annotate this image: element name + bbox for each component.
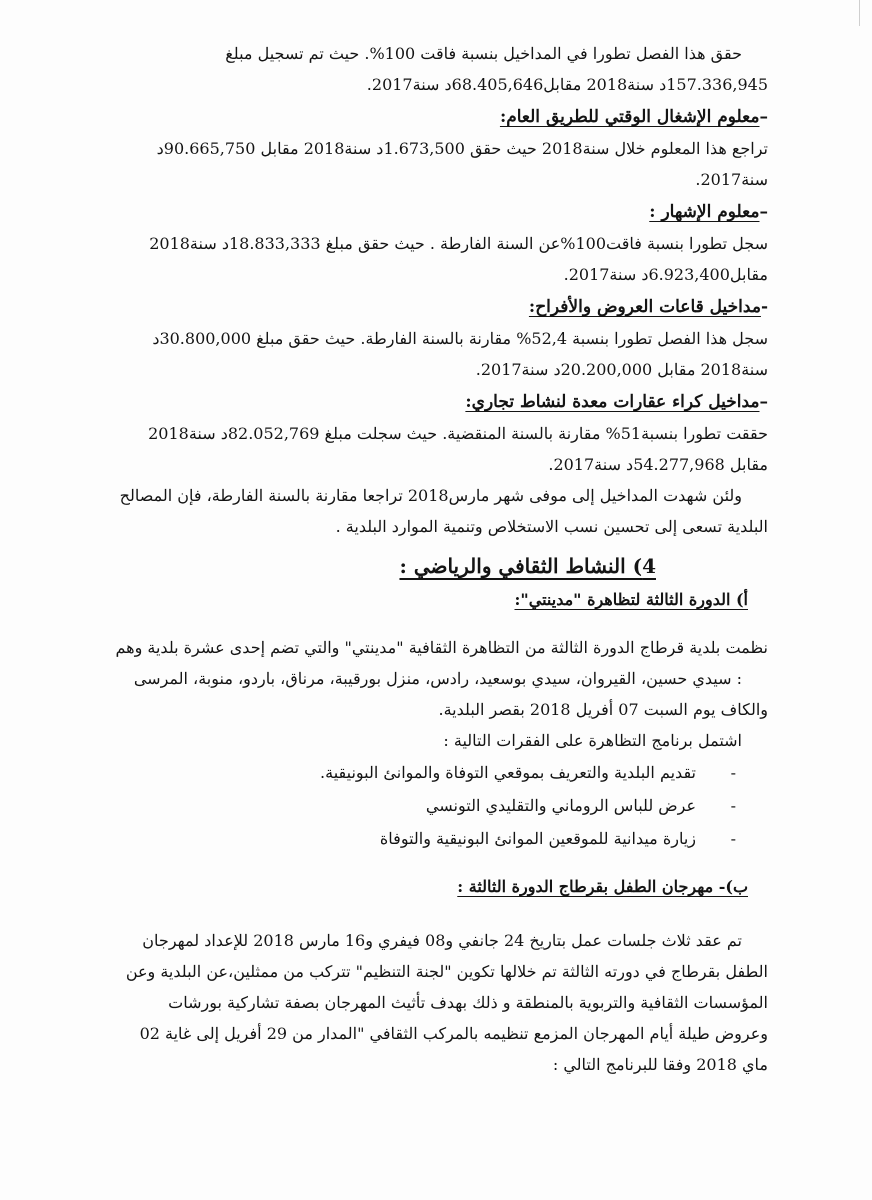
intro-line-2: 157.336,945د سنة2018 مقابل68.405,646د سنة2017. [366, 75, 768, 94]
road-line-1: تراجع هذا المعلوم خلال سنة2018 حيث حقق 1.673,500د سنة2018 مقابل 90.665,750د [156, 139, 768, 158]
road-heading: –معلوم الإشغال الوقتي للطريق العام: [499, 107, 768, 127]
property-line-4: البلدية تسعى إلى تحسين نسب الاستخلاص وتنمية الموارد البلدية . [335, 517, 768, 536]
subsection-a-heading [108, 584, 768, 616]
halls-heading-text: مداخيل قاعات العروض والأفراح: [528, 297, 761, 317]
spacer [108, 616, 768, 632]
intro-line-1: حقق هذا الفصل تطورا في المداخيل بنسبة فاقت 100%. حيث تم تسجيل مبلغ [225, 44, 742, 63]
spacer [108, 855, 768, 871]
culture-heading-text: 4) النشاط الثقافي والرياضي : [399, 554, 656, 578]
culture-heading [108, 548, 768, 584]
culture-paragraph-line-1: نظمت بلدية قرطاج الدورة الثالثة من التظاهرة الثقافية "مدينتي" والتي تضم إحدى عشرة بلدية وهم [115, 638, 768, 657]
festival-line-2: الطفل بقرطاج في دورته الثالثة تم خلالها تكوين "لجنة التنظيم" تتركب من ممثلين،عن البلدية وعن [125, 962, 768, 981]
halls-line-2: سنة2018 مقابل 20.200,000د سنة2017. [475, 360, 768, 379]
advertising-heading: –معلوم الإشهار : [649, 202, 768, 222]
halls-line-1: سجل هذا الفصل تطورا بنسبة 52,4% مقارنة بالسنة الفارطة. حيث حقق مبلغ 30.800,000د [152, 329, 768, 348]
document-body [108, 38, 768, 1080]
program-list-item: - زيارة ميدانية للموقعين الموانئ البونيقية والتوفاة [108, 822, 736, 855]
festival-line-3: المؤسسات الثقافية والتربوية بالمنطقة و ذلك بهدف تأثيث المهرجان بصفة تشاركية بورشات [168, 993, 768, 1012]
culture-paragraph-line-2: : سيدي حسين، القيروان، سيدي بوسعيد، رادس، منزل بورقيبة، مرناق، باردو، منوبة، المرسى [133, 669, 742, 688]
program-intro: اشتمل برنامج التظاهرة على الفقرات التالية : [443, 731, 742, 750]
property-line-2: مقابل 54.277,968د سنة2017. [548, 455, 768, 474]
road-line-2: سنة2017. [695, 170, 768, 189]
page-corner-mark [845, 0, 860, 26]
advertising-heading-text: معلوم الإشهار : [649, 202, 760, 222]
subsection-b-heading [108, 871, 768, 903]
property-heading-text: مداخيل كراء عقارات معدة لنشاط تجاري: [465, 392, 760, 412]
festival-line-5: ماي 2018 وفقا للبرنامج التالي : [552, 1055, 768, 1074]
road-heading-text: معلوم الإشغال الوقتي للطريق العام: [499, 107, 760, 127]
spacer [108, 903, 768, 925]
advertising-line-1: سجل تطورا بنسبة فاقت100%عن السنة الفارطة . حيث حقق مبلغ 18.833,333د سنة2018 [149, 234, 768, 253]
program-list [108, 756, 768, 855]
festival-line-4: وعروض طيلة أيام المهرجان المزمع تنظيمه بالمركب الثقافي "المدار من 29 أفريل إلى غاية 02 [139, 1024, 768, 1043]
program-list-item: - تقديم البلدية والتعريف بموقعي التوفاة والموانئ البونيقية. [108, 756, 736, 789]
subsection-b-heading-text: ب)- مهرجان الطفل بقرطاج الدورة الثالثة : [457, 877, 748, 896]
program-list-item: - عرض للباس الروماني والتقليدي التونسي [108, 789, 736, 822]
property-line-3: ولئن شهدت المداخيل إلى موفى شهر مارس2018 تراجعا مقارنة بالسنة الفارطة، فإن المصالح [119, 486, 742, 505]
halls-heading: -مداخيل قاعات العروض والأفراح: [528, 297, 768, 317]
property-heading: –مداخيل كراء عقارات معدة لنشاط تجاري: [465, 392, 768, 412]
festival-line-1: تم عقد ثلاث جلسات عمل بتاريخ 24 جانفي و08 فيفري و16 مارس 2018 للإعداد لمهرجان [142, 931, 742, 950]
culture-paragraph-line-3: والكاف يوم السبت 07 أفريل 2018 بقصر البلدية. [438, 700, 768, 719]
subsection-a-heading-text: أ) الدورة الثالثة لتظاهرة "مدينتي": [514, 590, 748, 609]
property-line-1: حققت تطورا بنسبة51% مقارنة بالسنة المنقضية. حيث سجلت مبلغ 82.052,769د سنة2018 [148, 424, 768, 443]
advertising-line-2: مقابل6.923,400د سنة2017. [563, 265, 768, 284]
